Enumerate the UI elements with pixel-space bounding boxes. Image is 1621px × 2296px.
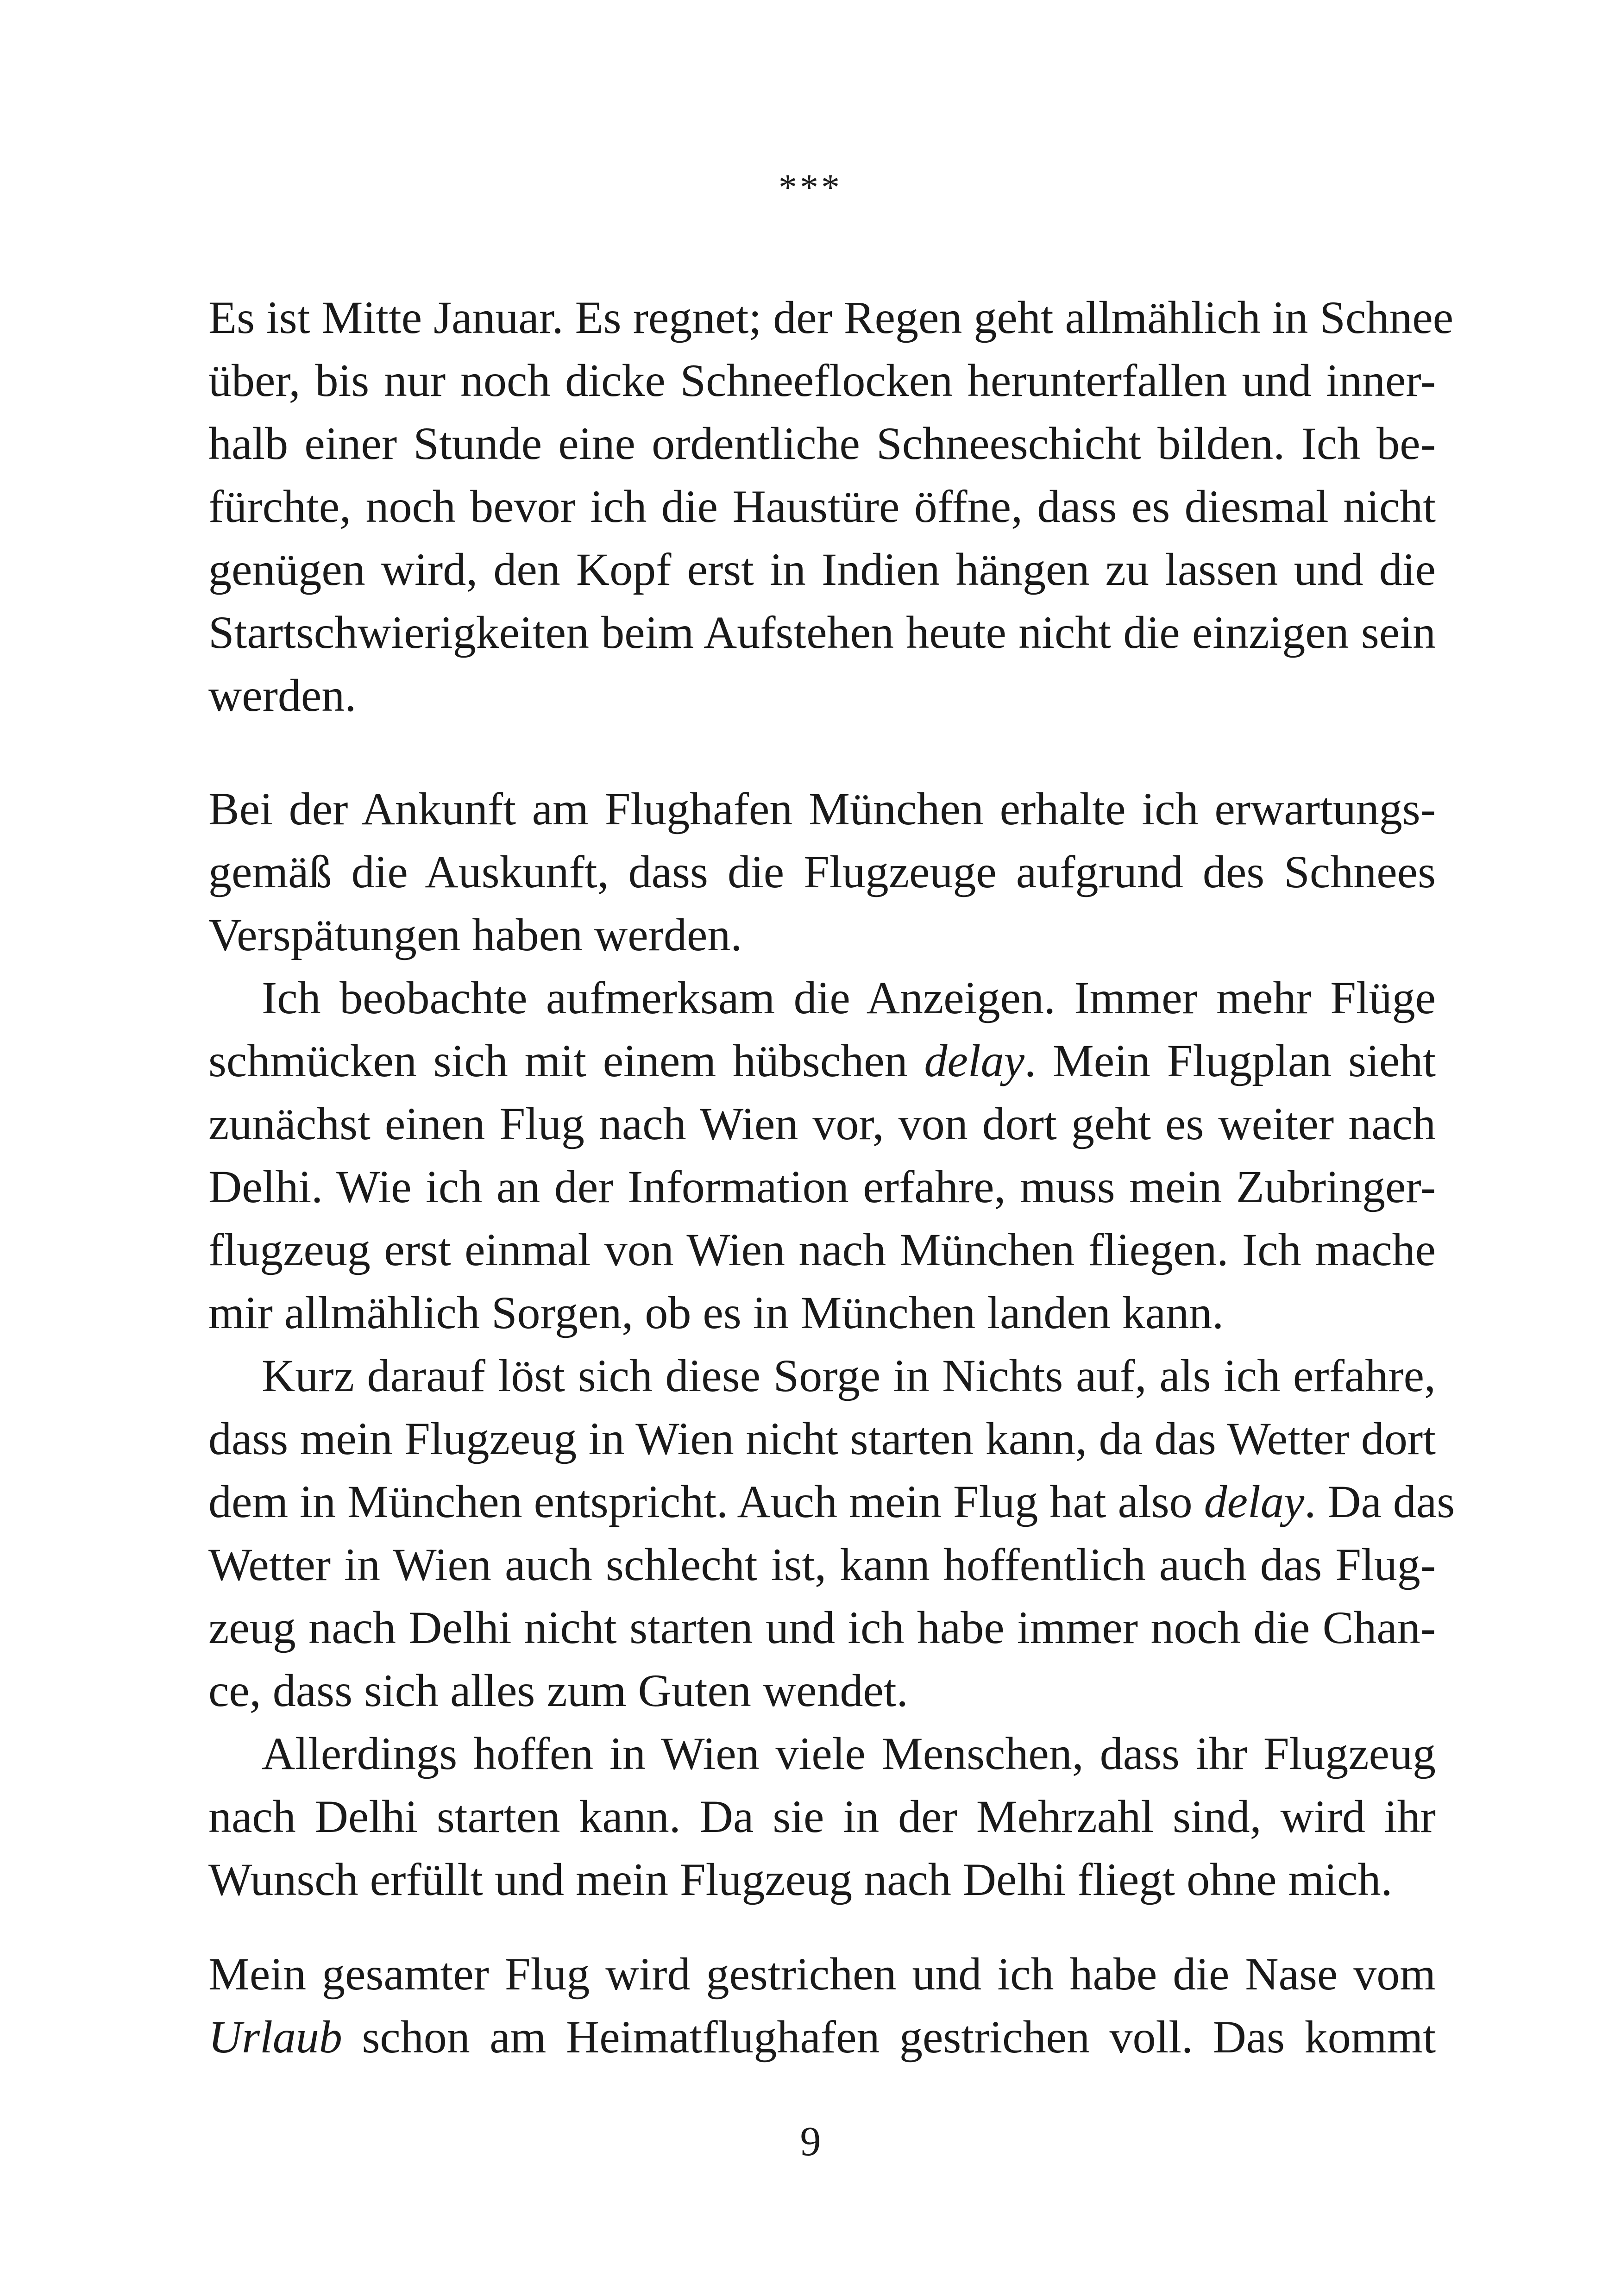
text-run: dem in München entspricht. Auch mein Flug hat also	[208, 1476, 1204, 1527]
text-run: . Mein Flugplan sieht	[1024, 1035, 1436, 1086]
text-line: halb einer Stunde eine ordentliche Schneeschicht bilden. Ich be-	[208, 418, 1436, 469]
text-line: flugzeug erst einmal von Wien nach München fliegen. Ich mache	[208, 1224, 1436, 1275]
section-separator: ***	[779, 167, 842, 208]
text-section-1	[208, 286, 1454, 727]
text-line: Wunsch erfüllt und mein Flugzeug nach Delhi fliegt ohne mich.	[208, 1854, 1393, 1905]
italic-term: delay	[1204, 1476, 1305, 1527]
italic-term: Urlaub	[208, 2011, 342, 2063]
text-line: dass mein Flugzeug in Wien nicht starten kann, da das Wetter dort	[208, 1413, 1436, 1464]
text-line: Verspätungen haben werden.	[208, 909, 742, 960]
text-line: Kurz darauf löst sich diese Sorge in Nichts auf, als ich erfahre,	[262, 1350, 1436, 1401]
text-line: zeug nach Delhi nicht starten und ich habe immer noch die Chan-	[208, 1602, 1436, 1653]
text-line: Ich beobachte aufmerksam die Anzeigen. Immer mehr Flüge	[262, 972, 1436, 1023]
text-line: nach Delhi starten kann. Da sie in der Mehrzahl sind, wird ihr	[208, 1791, 1436, 1842]
text-section-3	[208, 1943, 1436, 2069]
text-line: fürchte, noch bevor ich die Haustüre öffne, dass es diesmal nicht	[208, 481, 1436, 532]
text-line: Bei der Ankunft am Flughafen München erhalte ich erwartungs-	[208, 783, 1436, 834]
text-line: Wetter in Wien auch schlecht ist, kann hoffentlich auch das Flug-	[208, 1539, 1436, 1590]
text-line: Mein gesamter Flug wird gestrichen und ich habe die Nase vom	[208, 1948, 1436, 2000]
text-line: werden.	[208, 670, 357, 721]
text-line: Delhi. Wie ich an der Information erfahre, muss mein Zubringer-	[208, 1161, 1436, 1212]
text-line: Startschwierigkeiten beim Aufstehen heute nicht die einzigen sein	[208, 607, 1436, 658]
text-line	[208, 1029, 1436, 1092]
text-run: . Da das	[1304, 1476, 1455, 1527]
text-line: über, bis nur noch dicke Schneeflocken herunterfallen und inner-	[208, 355, 1436, 406]
text-line: mir allmählich Sorgen, ob es in München landen kann.	[208, 1287, 1224, 1338]
text-run: schon am Heimatflughafen gestrichen voll. Das kommt	[342, 2011, 1436, 2063]
text-line: genügen wird, den Kopf erst in Indien hängen zu lassen und die	[208, 544, 1436, 595]
text-line: ce, dass sich alles zum Guten wendet.	[208, 1665, 908, 1716]
text-line	[208, 2006, 1436, 2069]
text-run: schmücken sich mit einem hübschen	[208, 1035, 924, 1086]
italic-term: delay	[924, 1035, 1024, 1086]
page-number: 9	[800, 2119, 821, 2164]
text-line: gemäß die Auskunft, dass die Flugzeuge aufgrund des Schnees	[208, 846, 1436, 897]
text-line: zunächst einen Flug nach Wien vor, von dort geht es weiter nach	[208, 1098, 1436, 1149]
text-line	[208, 1470, 1455, 1533]
text-section-2	[208, 778, 1455, 1911]
text-line: Es ist Mitte Januar. Es regnet; der Regen geht allmählich in Schnee	[208, 292, 1454, 343]
text-line: Allerdings hoffen in Wien viele Menschen, dass ihr Flugzeug	[262, 1728, 1436, 1779]
